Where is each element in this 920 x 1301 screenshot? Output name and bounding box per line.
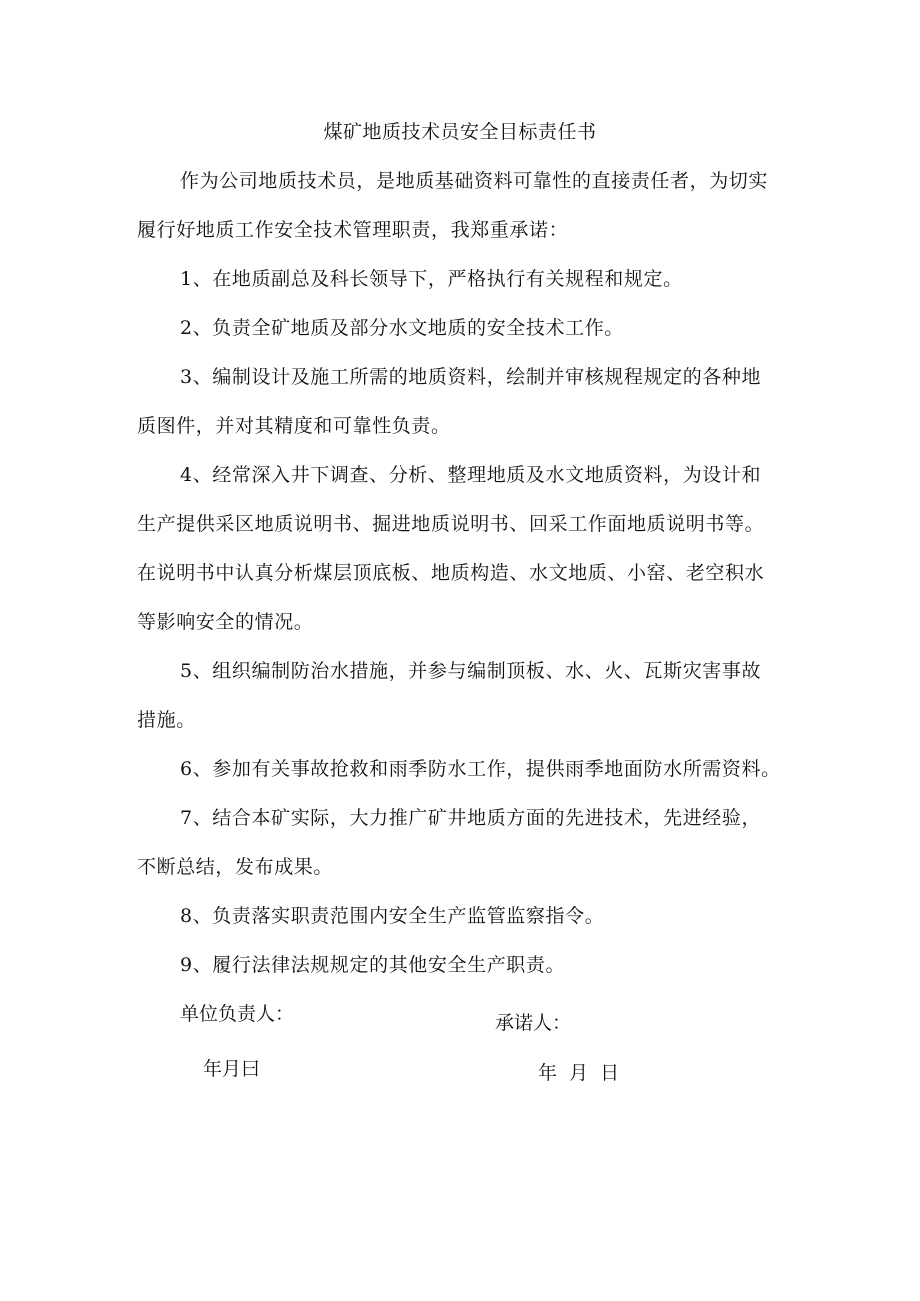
clause-4-line: 在说明书中认真分析煤层顶底板、地质构造、水文地质、小窑、老空积水 [137, 562, 765, 584]
clause-3-line: 质图件，并对其精度和可靠性负责。 [137, 415, 451, 437]
clause-5-line: 措施。 [137, 709, 196, 731]
left-date: 年月曰 [203, 1058, 261, 1080]
clause-9-line: 9、履行法律法规规定的其他安全生产职责。 [180, 954, 566, 976]
clause-4-line: 生产提供采区地质说明书、掘进地质说明书、回采工作面地质说明书等。 [137, 513, 765, 535]
clause-1-line: 1、在地质副总及科长领导下，严格执行有关规程和规定。 [180, 268, 683, 290]
clause-5-line: 5、组织编制防治水措施，并参与编制顶板、水、火、瓦斯灾害事故 [180, 660, 762, 682]
clause-3-line: 3、编制设计及施工所需的地质资料，绘制并审核规程规定的各种地 [180, 366, 762, 388]
clause-6-line: 6、参加有关事故抢救和雨季防水工作，提供雨季地面防水所需资料。 [180, 758, 781, 780]
clause-7-line: 7、结合本矿实际，大力推广矿井地质方面的先进技术，先进经验， [180, 807, 762, 829]
document-title: 煤矿地质技术员安全目标责任书 [323, 121, 597, 143]
promiser-label: 承诺人： [495, 1012, 572, 1034]
paragraph-line: 履行好地质工作安全技术管理职责，我郑重承诺： [137, 219, 569, 241]
unit-leader-label: 单位负责人： [180, 1003, 295, 1025]
right-date: 年 月 日 [538, 1062, 620, 1084]
clause-8-line: 8、负责落实职责范围内安全生产监管监察指令。 [180, 905, 605, 927]
clause-4-line: 等影响安全的情况。 [137, 611, 314, 633]
paragraph-line: 作为公司地质技术员，是地质基础资料可靠性的直接责任者，为切实 [180, 170, 769, 192]
clause-4-line: 4、经常深入井下调查、分析、整理地质及水文地质资料，为设计和 [180, 464, 762, 486]
clause-2-line: 2、负责全矿地质及部分水文地质的安全技术工作。 [180, 317, 624, 339]
clause-7-line: 不断总结，发布成果。 [137, 856, 334, 878]
